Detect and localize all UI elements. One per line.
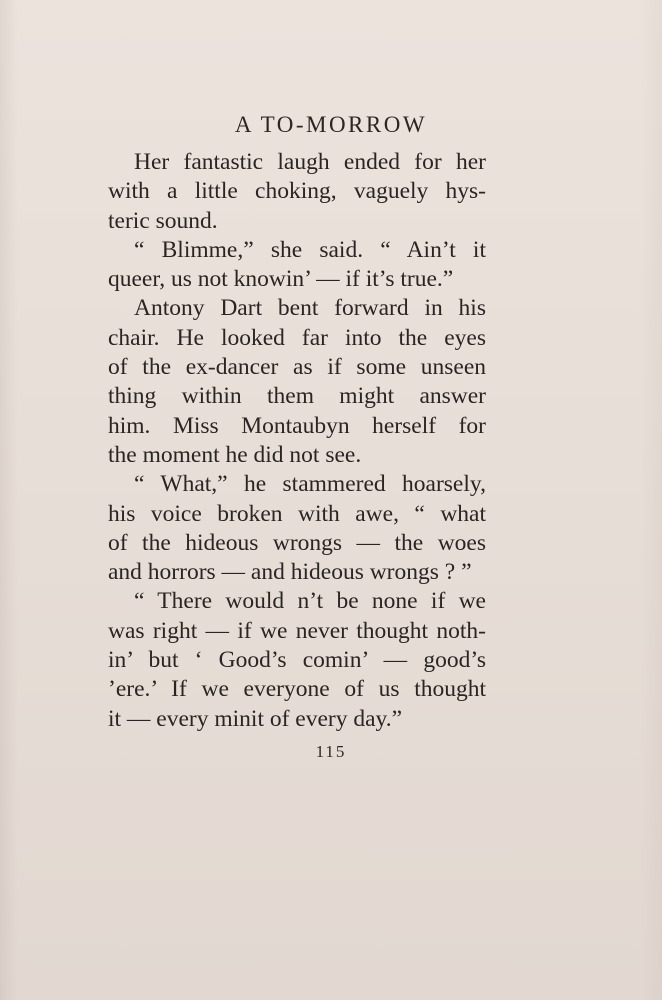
text-line: teric sound. (108, 207, 218, 234)
text-line: the moment he did not see. (108, 441, 362, 468)
running-head: A TO-MORROW (234, 112, 428, 137)
text-line: his voice broken with awe, “ what (108, 500, 486, 527)
text-line: queer, us not knowin’ — if it’s true.” (108, 266, 454, 293)
text-line: was right — if we never thought noth- (108, 617, 486, 644)
text-line: with a little choking, vaguely hys- (108, 178, 486, 205)
text-line: “ What,” he stammered hoarsely, (134, 471, 486, 498)
text-line: it — every minit of every day.” (108, 705, 403, 732)
text-line: him. Miss Montaubyn herself for (108, 412, 486, 439)
page-number: 115 (315, 742, 347, 761)
text-line: of the hideous wrongs — the woes (108, 529, 486, 556)
text-line: “ There would n’t be none if we (134, 588, 486, 615)
body-text (108, 148, 486, 734)
text-line: Her fantastic laugh ended for her (134, 149, 486, 175)
text-line: Antony Dart bent forward in his (134, 295, 486, 322)
text-line: ’ere.’ If we everyone of us thought (108, 676, 486, 703)
text-line: “ Blimme,” she said. “ Ain’t it (134, 236, 486, 263)
text-line: in’ but ‘ Good’s comin’ — good’s (108, 647, 486, 674)
text-line: and horrors — and hideous wrongs ? ” (108, 559, 472, 586)
text-line: thing within them might answer (108, 383, 486, 410)
text-line: of the ex-dancer as if some unseen (108, 354, 486, 381)
text-line: chair. He looked far into the eyes (108, 324, 486, 351)
